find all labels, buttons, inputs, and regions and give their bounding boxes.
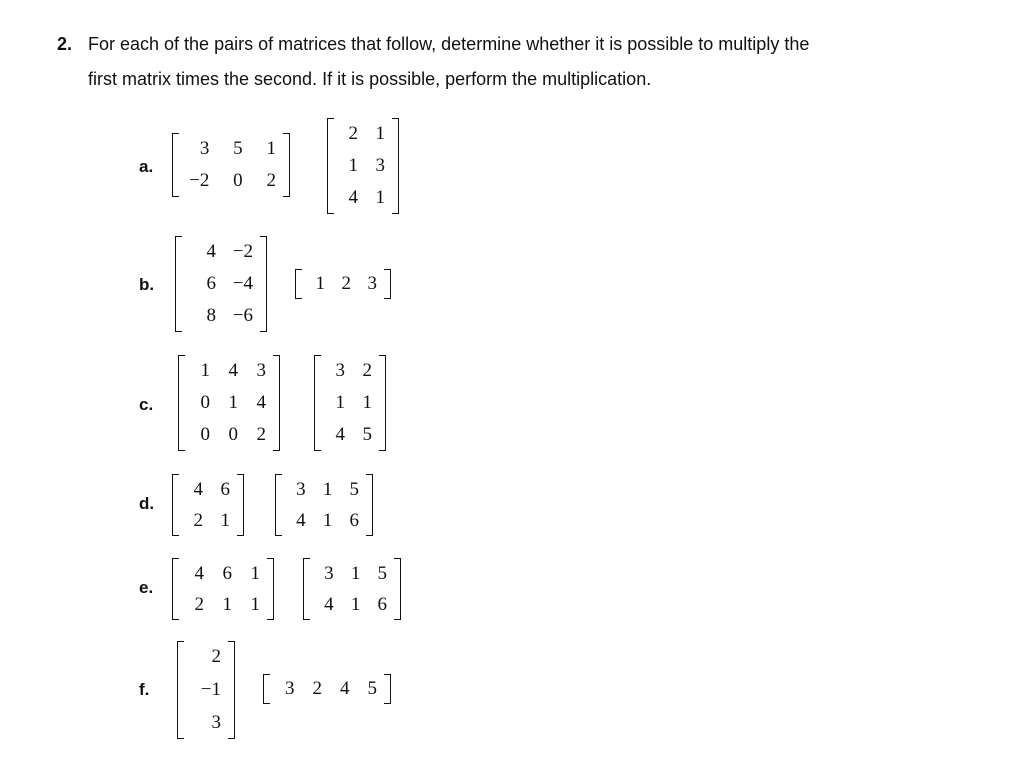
matrix-entry: 3 (375, 155, 385, 176)
matrix-entry: 2 (211, 646, 221, 668)
matrix-grid (172, 133, 290, 197)
matrix-entry: 2 (266, 170, 276, 191)
matrix-grid (175, 236, 267, 332)
matrix-2-2 (295, 269, 391, 299)
matrix-entry: 1 (322, 509, 333, 531)
matrix-entry: 4 (256, 392, 266, 413)
matrix-entry: 6 (377, 593, 387, 615)
matrix-entry: 3 (199, 138, 210, 159)
matrix-grid (172, 474, 244, 536)
matrix-3-2 (314, 355, 386, 451)
matrix-entry: 3 (324, 562, 334, 584)
matrix-entry: 1 (250, 593, 260, 615)
matrix-entry: 1 (220, 509, 230, 531)
matrix-5-2 (303, 558, 401, 620)
matrix-entry: 1 (228, 392, 238, 413)
matrix-entry: −1 (200, 678, 221, 700)
matrix-entry: 0 (200, 424, 210, 445)
matrix-1-2 (327, 118, 399, 214)
matrix-entry: 0 (228, 424, 238, 445)
matrix-entry: 1 (200, 360, 210, 381)
question-text-line-2: first matrix times the second. If it is possible, perform the multiplication. (88, 69, 652, 89)
matrix-1-1 (172, 133, 290, 197)
matrix-entry: 4 (193, 478, 203, 500)
matrix-entry: 5 (349, 478, 359, 500)
matrix-entry: 2 (341, 273, 351, 294)
matrix-entry: 1 (335, 392, 345, 413)
matrix-entry: 1 (266, 138, 276, 159)
matrix-grid (263, 674, 391, 704)
matrix-grid (172, 558, 274, 620)
matrix-entry: 1 (362, 392, 372, 413)
matrix-entry: 5 (367, 678, 377, 699)
matrix-entry: 4 (335, 424, 345, 445)
matrix-entry: 2 (348, 123, 358, 144)
question-number: 2. (57, 34, 73, 54)
matrix-entry: 1 (375, 123, 385, 144)
matrix-4-2 (275, 474, 373, 536)
matrix-entry: 3 (256, 360, 266, 381)
matrix-entry: 3 (211, 711, 221, 733)
matrix-entry: 5 (362, 424, 372, 445)
matrix-entry: 2 (193, 509, 203, 531)
part-label-5: e. (139, 578, 154, 597)
matrix-entry: 6 (220, 478, 230, 500)
matrix-entry: 4 (324, 593, 334, 615)
matrix-entry: 4 (348, 187, 358, 208)
matrix-grid (314, 355, 386, 451)
part-label-2: b. (139, 275, 155, 294)
matrix-entry: 3 (285, 678, 295, 699)
matrix-entry: 1 (250, 562, 260, 584)
matrix-entry: −4 (232, 273, 253, 294)
matrix-grid (295, 269, 391, 299)
matrix-entry: 1 (348, 155, 358, 176)
matrix-entry: 8 (206, 305, 216, 326)
matrix-5-1 (172, 558, 274, 620)
matrix-6-1 (177, 641, 235, 739)
question-text-line-1: For each of the pairs of matrices that follow, determine whether it is possible to multiply the (88, 34, 810, 54)
matrix-entry: 1 (375, 187, 385, 208)
matrix-entry: 3 (367, 273, 377, 294)
matrix-entry: 6 (222, 562, 232, 584)
matrix-entry: 1 (350, 593, 361, 615)
matrix-entry: 4 (194, 562, 204, 584)
matrix-grid (177, 641, 235, 739)
matrix-grid (303, 558, 401, 620)
matrix-entry: 2 (194, 593, 204, 615)
matrix-grid (327, 118, 399, 214)
matrix-3-1 (178, 355, 280, 451)
matrix-2-1 (175, 236, 267, 332)
matrix-entry: 1 (322, 478, 333, 500)
matrix-entry: 4 (340, 678, 350, 699)
matrix-entry: −2 (189, 170, 210, 191)
matrix-entry: 3 (335, 360, 345, 381)
matrix-entry: 2 (312, 678, 322, 699)
matrix-grid (178, 355, 280, 451)
matrix-entry: 1 (350, 562, 361, 584)
part-label-3: c. (139, 395, 154, 414)
matrix-entry: 4 (228, 360, 238, 381)
matrix-entry: 0 (233, 170, 243, 191)
matrix-entry: 5 (377, 562, 387, 584)
matrix-entry: 3 (296, 478, 306, 500)
matrix-entry: 1 (315, 273, 325, 294)
matrix-entry: 5 (233, 138, 243, 159)
part-label-6: f. (139, 680, 150, 699)
matrix-4-1 (172, 474, 244, 536)
matrix-entry: 2 (362, 360, 372, 381)
matrix-entry: −6 (232, 305, 253, 326)
matrix-entry: 4 (296, 509, 306, 531)
matrix-entry: 6 (349, 509, 359, 531)
part-label-1: a. (139, 157, 154, 176)
matrix-entry: 1 (222, 593, 232, 615)
matrix-entry: 0 (200, 392, 210, 413)
matrix-grid (275, 474, 373, 536)
matrix-entry: 6 (206, 273, 216, 294)
part-label-4: d. (139, 494, 155, 513)
matrix-entry: −2 (232, 241, 253, 262)
matrix-entry: 2 (256, 424, 266, 445)
matrix-entry: 4 (206, 241, 216, 262)
matrix-6-2 (263, 674, 391, 704)
